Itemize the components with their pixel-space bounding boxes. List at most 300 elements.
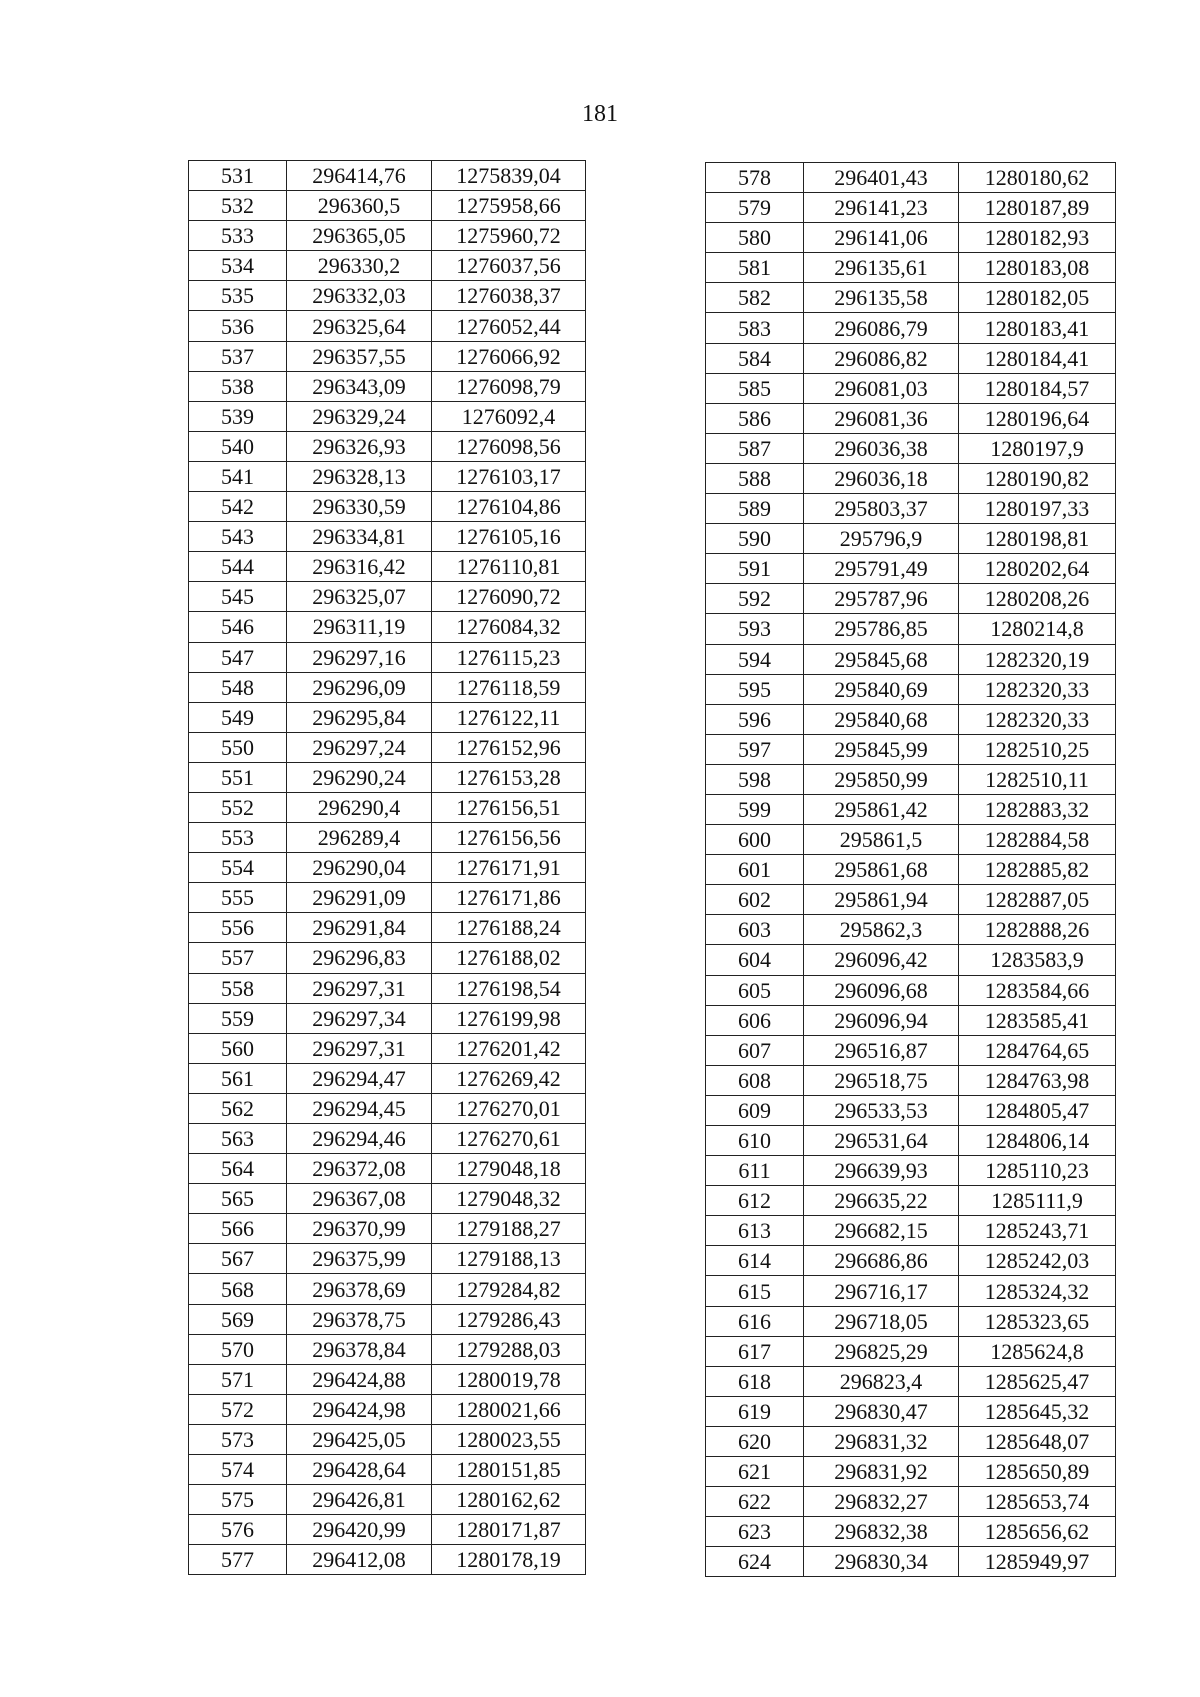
y-coordinate-cell: 1276171,91	[432, 853, 586, 883]
x-coordinate-cell: 295850,99	[804, 764, 959, 794]
y-coordinate-cell: 1275839,04	[432, 161, 586, 191]
x-coordinate-cell: 296291,84	[287, 913, 432, 943]
y-coordinate-cell: 1280178,19	[432, 1545, 586, 1575]
table-row	[706, 1005, 1116, 1035]
table-row	[706, 794, 1116, 824]
point-number-cell: 557	[189, 943, 287, 973]
y-coordinate-cell: 1280151,85	[432, 1455, 586, 1485]
x-coordinate-cell: 295796,9	[804, 524, 959, 554]
point-number-cell: 595	[706, 674, 804, 704]
y-coordinate-cell: 1285645,32	[959, 1396, 1116, 1426]
y-coordinate-cell: 1280183,08	[959, 253, 1116, 283]
x-coordinate-cell: 296533,53	[804, 1095, 959, 1125]
table-row	[189, 401, 586, 431]
point-number-cell: 594	[706, 644, 804, 674]
x-coordinate-cell: 296686,86	[804, 1246, 959, 1276]
point-number-cell: 534	[189, 251, 287, 281]
point-number-cell: 588	[706, 463, 804, 493]
table-row	[189, 1455, 586, 1485]
y-coordinate-cell: 1283585,41	[959, 1005, 1116, 1035]
table-row	[706, 1547, 1116, 1577]
table-row	[706, 554, 1116, 584]
y-coordinate-cell: 1285243,71	[959, 1216, 1116, 1246]
x-coordinate-cell: 296290,04	[287, 853, 432, 883]
y-coordinate-cell: 1276270,61	[432, 1124, 586, 1154]
y-coordinate-cell: 1276199,98	[432, 1003, 586, 1033]
x-coordinate-cell: 296823,4	[804, 1366, 959, 1396]
point-number-cell: 613	[706, 1216, 804, 1246]
x-coordinate-cell: 296414,76	[287, 161, 432, 191]
table-row	[706, 1156, 1116, 1186]
table-row	[706, 343, 1116, 373]
table-row	[706, 1065, 1116, 1095]
coordinates-table-left-body	[189, 161, 586, 1575]
coordinates-table-right-body	[706, 163, 1116, 1577]
table-row	[706, 433, 1116, 463]
point-number-cell: 614	[706, 1246, 804, 1276]
table-row	[706, 1186, 1116, 1216]
point-number-cell: 615	[706, 1276, 804, 1306]
x-coordinate-cell: 295861,5	[804, 825, 959, 855]
point-number-cell: 568	[189, 1274, 287, 1304]
y-coordinate-cell: 1276153,28	[432, 762, 586, 792]
x-coordinate-cell: 296334,81	[287, 522, 432, 552]
x-coordinate-cell: 295791,49	[804, 554, 959, 584]
table-row	[189, 431, 586, 461]
y-coordinate-cell: 1285111,9	[959, 1186, 1116, 1216]
point-number-cell: 545	[189, 582, 287, 612]
y-coordinate-cell: 1282888,26	[959, 915, 1116, 945]
x-coordinate-cell: 296516,87	[804, 1035, 959, 1065]
table-row	[189, 1063, 586, 1093]
x-coordinate-cell: 296296,83	[287, 943, 432, 973]
y-coordinate-cell: 1282887,05	[959, 885, 1116, 915]
table-row	[706, 614, 1116, 644]
table-row	[706, 1396, 1116, 1426]
y-coordinate-cell: 1276198,54	[432, 973, 586, 1003]
point-number-cell: 623	[706, 1517, 804, 1547]
table-row	[706, 373, 1116, 403]
x-coordinate-cell: 296639,93	[804, 1156, 959, 1186]
point-number-cell: 587	[706, 433, 804, 463]
table-row	[189, 281, 586, 311]
table-row	[189, 1545, 586, 1575]
table-row	[706, 1426, 1116, 1456]
table-row	[189, 371, 586, 401]
point-number-cell: 596	[706, 704, 804, 734]
point-number-cell: 608	[706, 1065, 804, 1095]
y-coordinate-cell: 1276038,37	[432, 281, 586, 311]
table-row	[706, 674, 1116, 704]
table-row	[189, 1244, 586, 1274]
y-coordinate-cell: 1285242,03	[959, 1246, 1116, 1276]
y-coordinate-cell: 1276122,11	[432, 702, 586, 732]
table-row	[189, 853, 586, 883]
x-coordinate-cell: 296036,18	[804, 463, 959, 493]
point-number-cell: 555	[189, 883, 287, 913]
y-coordinate-cell: 1276152,96	[432, 732, 586, 762]
y-coordinate-cell: 1285949,97	[959, 1547, 1116, 1577]
x-coordinate-cell: 296420,99	[287, 1515, 432, 1545]
x-coordinate-cell: 296325,07	[287, 582, 432, 612]
x-coordinate-cell: 296081,36	[804, 403, 959, 433]
x-coordinate-cell: 296297,24	[287, 732, 432, 762]
table-row	[189, 221, 586, 251]
x-coordinate-cell: 296401,43	[804, 163, 959, 193]
table-row	[189, 823, 586, 853]
y-coordinate-cell: 1275958,66	[432, 191, 586, 221]
point-number-cell: 624	[706, 1547, 804, 1577]
table-row	[706, 1487, 1116, 1517]
y-coordinate-cell: 1276103,17	[432, 461, 586, 491]
y-coordinate-cell: 1285110,23	[959, 1156, 1116, 1186]
table-row	[189, 1304, 586, 1334]
point-number-cell: 610	[706, 1126, 804, 1156]
x-coordinate-cell: 296294,46	[287, 1124, 432, 1154]
point-number-cell: 546	[189, 612, 287, 642]
table-row	[189, 341, 586, 371]
y-coordinate-cell: 1276171,86	[432, 883, 586, 913]
y-coordinate-cell: 1282510,25	[959, 734, 1116, 764]
point-number-cell: 556	[189, 913, 287, 943]
x-coordinate-cell: 296831,92	[804, 1457, 959, 1487]
y-coordinate-cell: 1280182,05	[959, 283, 1116, 313]
point-number-cell: 537	[189, 341, 287, 371]
point-number-cell: 585	[706, 373, 804, 403]
table-row	[706, 403, 1116, 433]
table-row	[189, 612, 586, 642]
y-coordinate-cell: 1280202,64	[959, 554, 1116, 584]
y-coordinate-cell: 1282320,33	[959, 704, 1116, 734]
y-coordinate-cell: 1280162,62	[432, 1485, 586, 1515]
y-coordinate-cell: 1282320,33	[959, 674, 1116, 704]
x-coordinate-cell: 296825,29	[804, 1336, 959, 1366]
y-coordinate-cell: 1279048,32	[432, 1184, 586, 1214]
point-number-cell: 583	[706, 313, 804, 343]
table-row	[706, 494, 1116, 524]
x-coordinate-cell: 296343,09	[287, 371, 432, 401]
y-coordinate-cell: 1276115,23	[432, 642, 586, 672]
table-row	[189, 1515, 586, 1545]
table-row	[706, 193, 1116, 223]
y-coordinate-cell: 1285653,74	[959, 1487, 1116, 1517]
point-number-cell: 565	[189, 1184, 287, 1214]
table-row	[189, 1214, 586, 1244]
x-coordinate-cell: 296424,98	[287, 1394, 432, 1424]
point-number-cell: 547	[189, 642, 287, 672]
point-number-cell: 586	[706, 403, 804, 433]
y-coordinate-cell: 1280023,55	[432, 1424, 586, 1454]
x-coordinate-cell: 295862,3	[804, 915, 959, 945]
page-number: 181	[582, 101, 618, 127]
table-row	[706, 734, 1116, 764]
point-number-cell: 603	[706, 915, 804, 945]
point-number-cell: 572	[189, 1394, 287, 1424]
point-number-cell: 604	[706, 945, 804, 975]
point-number-cell: 612	[706, 1186, 804, 1216]
point-number-cell: 577	[189, 1545, 287, 1575]
table-row	[189, 161, 586, 191]
x-coordinate-cell: 296326,93	[287, 431, 432, 461]
point-number-cell: 599	[706, 794, 804, 824]
x-coordinate-cell: 295861,68	[804, 855, 959, 885]
point-number-cell: 590	[706, 524, 804, 554]
y-coordinate-cell: 1276084,32	[432, 612, 586, 642]
y-coordinate-cell: 1282885,82	[959, 855, 1116, 885]
x-coordinate-cell: 296682,15	[804, 1216, 959, 1246]
y-coordinate-cell: 1280190,82	[959, 463, 1116, 493]
x-coordinate-cell: 296365,05	[287, 221, 432, 251]
table-row	[189, 913, 586, 943]
y-coordinate-cell: 1284763,98	[959, 1065, 1116, 1095]
x-coordinate-cell: 295861,42	[804, 794, 959, 824]
y-coordinate-cell: 1280019,78	[432, 1364, 586, 1394]
y-coordinate-cell: 1280171,87	[432, 1515, 586, 1545]
table-row	[189, 461, 586, 491]
y-coordinate-cell: 1276090,72	[432, 582, 586, 612]
y-coordinate-cell: 1280196,64	[959, 403, 1116, 433]
point-number-cell: 573	[189, 1424, 287, 1454]
x-coordinate-cell: 296297,16	[287, 642, 432, 672]
x-coordinate-cell: 296297,31	[287, 973, 432, 1003]
point-number-cell: 538	[189, 371, 287, 401]
x-coordinate-cell: 295803,37	[804, 494, 959, 524]
point-number-cell: 566	[189, 1214, 287, 1244]
y-coordinate-cell: 1285650,89	[959, 1457, 1116, 1487]
table-row	[189, 1394, 586, 1424]
table-row	[189, 672, 586, 702]
table-row	[706, 945, 1116, 975]
x-coordinate-cell: 295840,68	[804, 704, 959, 734]
y-coordinate-cell: 1283584,66	[959, 975, 1116, 1005]
y-coordinate-cell: 1285656,62	[959, 1517, 1116, 1547]
table-row	[189, 883, 586, 913]
y-coordinate-cell: 1280198,81	[959, 524, 1116, 554]
x-coordinate-cell: 296086,79	[804, 313, 959, 343]
point-number-cell: 619	[706, 1396, 804, 1426]
x-coordinate-cell: 296296,09	[287, 672, 432, 702]
y-coordinate-cell: 1279188,13	[432, 1244, 586, 1274]
table-row	[189, 1184, 586, 1214]
table-row	[189, 552, 586, 582]
x-coordinate-cell: 296291,09	[287, 883, 432, 913]
table-row	[706, 313, 1116, 343]
y-coordinate-cell: 1280197,33	[959, 494, 1116, 524]
y-coordinate-cell: 1285323,65	[959, 1306, 1116, 1336]
x-coordinate-cell: 296096,42	[804, 945, 959, 975]
x-coordinate-cell: 296297,31	[287, 1033, 432, 1063]
x-coordinate-cell: 295861,94	[804, 885, 959, 915]
point-number-cell: 601	[706, 855, 804, 885]
point-number-cell: 535	[189, 281, 287, 311]
y-coordinate-cell: 1280187,89	[959, 193, 1116, 223]
y-coordinate-cell: 1285624,8	[959, 1336, 1116, 1366]
point-number-cell: 533	[189, 221, 287, 251]
x-coordinate-cell: 296832,27	[804, 1487, 959, 1517]
y-coordinate-cell: 1275960,72	[432, 221, 586, 251]
table-row	[189, 492, 586, 522]
x-coordinate-cell: 296357,55	[287, 341, 432, 371]
y-coordinate-cell: 1280182,93	[959, 223, 1116, 253]
table-row	[706, 524, 1116, 554]
y-coordinate-cell: 1276098,79	[432, 371, 586, 401]
point-number-cell: 543	[189, 522, 287, 552]
table-row	[189, 762, 586, 792]
x-coordinate-cell: 296316,42	[287, 552, 432, 582]
point-number-cell: 540	[189, 431, 287, 461]
table-row	[189, 1033, 586, 1063]
table-row	[706, 1216, 1116, 1246]
x-coordinate-cell: 296311,19	[287, 612, 432, 642]
y-coordinate-cell: 1279284,82	[432, 1274, 586, 1304]
table-row	[706, 463, 1116, 493]
y-coordinate-cell: 1276098,56	[432, 431, 586, 461]
point-number-cell: 620	[706, 1426, 804, 1456]
x-coordinate-cell: 296531,64	[804, 1126, 959, 1156]
x-coordinate-cell: 296378,84	[287, 1334, 432, 1364]
table-row	[189, 1154, 586, 1184]
y-coordinate-cell: 1285625,47	[959, 1366, 1116, 1396]
y-coordinate-cell: 1284806,14	[959, 1126, 1116, 1156]
point-number-cell: 591	[706, 554, 804, 584]
table-row	[189, 191, 586, 221]
point-number-cell: 562	[189, 1093, 287, 1123]
table-row	[706, 764, 1116, 794]
table-row	[189, 1274, 586, 1304]
table-row	[706, 1095, 1116, 1125]
point-number-cell: 575	[189, 1485, 287, 1515]
table-row	[706, 1306, 1116, 1336]
table-row	[189, 1003, 586, 1033]
x-coordinate-cell: 295845,99	[804, 734, 959, 764]
y-coordinate-cell: 1276066,92	[432, 341, 586, 371]
x-coordinate-cell: 296830,34	[804, 1547, 959, 1577]
table-row	[706, 825, 1116, 855]
table-row	[189, 582, 586, 612]
table-row	[706, 975, 1116, 1005]
x-coordinate-cell: 296096,94	[804, 1005, 959, 1035]
y-coordinate-cell: 1276052,44	[432, 311, 586, 341]
y-coordinate-cell: 1282884,58	[959, 825, 1116, 855]
x-coordinate-cell: 296141,23	[804, 193, 959, 223]
point-number-cell: 589	[706, 494, 804, 524]
x-coordinate-cell: 296086,82	[804, 343, 959, 373]
x-coordinate-cell: 296036,38	[804, 433, 959, 463]
table-row	[189, 1124, 586, 1154]
point-number-cell: 602	[706, 885, 804, 915]
y-coordinate-cell: 1276188,02	[432, 943, 586, 973]
x-coordinate-cell: 296716,17	[804, 1276, 959, 1306]
point-number-cell: 541	[189, 461, 287, 491]
x-coordinate-cell: 296330,59	[287, 492, 432, 522]
y-coordinate-cell: 1279188,27	[432, 1214, 586, 1244]
x-coordinate-cell: 296375,99	[287, 1244, 432, 1274]
y-coordinate-cell: 1276201,42	[432, 1033, 586, 1063]
x-coordinate-cell: 296425,05	[287, 1424, 432, 1454]
table-row	[189, 943, 586, 973]
x-coordinate-cell: 296081,03	[804, 373, 959, 403]
y-coordinate-cell: 1283583,9	[959, 945, 1116, 975]
x-coordinate-cell: 296325,64	[287, 311, 432, 341]
point-number-cell: 532	[189, 191, 287, 221]
y-coordinate-cell: 1276156,56	[432, 823, 586, 853]
x-coordinate-cell: 296329,24	[287, 401, 432, 431]
point-number-cell: 531	[189, 161, 287, 191]
x-coordinate-cell: 296832,38	[804, 1517, 959, 1547]
table-row	[189, 1093, 586, 1123]
table-row	[706, 1035, 1116, 1065]
point-number-cell: 559	[189, 1003, 287, 1033]
table-row	[706, 163, 1116, 193]
y-coordinate-cell: 1276105,16	[432, 522, 586, 552]
table-row	[706, 1126, 1116, 1156]
y-coordinate-cell: 1280208,26	[959, 584, 1116, 614]
y-coordinate-cell: 1276269,42	[432, 1063, 586, 1093]
x-coordinate-cell: 296424,88	[287, 1364, 432, 1394]
y-coordinate-cell: 1276104,86	[432, 492, 586, 522]
y-coordinate-cell: 1284805,47	[959, 1095, 1116, 1125]
x-coordinate-cell: 296290,4	[287, 792, 432, 822]
y-coordinate-cell: 1280214,8	[959, 614, 1116, 644]
point-number-cell: 579	[706, 193, 804, 223]
point-number-cell: 569	[189, 1304, 287, 1334]
point-number-cell: 617	[706, 1336, 804, 1366]
point-number-cell: 536	[189, 311, 287, 341]
point-number-cell: 621	[706, 1457, 804, 1487]
point-number-cell: 605	[706, 975, 804, 1005]
point-number-cell: 567	[189, 1244, 287, 1274]
x-coordinate-cell: 296297,34	[287, 1003, 432, 1033]
table-row	[189, 973, 586, 1003]
y-coordinate-cell: 1276270,01	[432, 1093, 586, 1123]
x-coordinate-cell: 296378,75	[287, 1304, 432, 1334]
x-coordinate-cell: 296295,84	[287, 702, 432, 732]
x-coordinate-cell: 296518,75	[804, 1065, 959, 1095]
table-row	[189, 311, 586, 341]
table-row	[189, 792, 586, 822]
table-row	[189, 1485, 586, 1515]
table-row	[189, 522, 586, 552]
y-coordinate-cell: 1282320,19	[959, 644, 1116, 674]
x-coordinate-cell: 296096,68	[804, 975, 959, 1005]
y-coordinate-cell: 1280180,62	[959, 163, 1116, 193]
coordinates-table-left	[188, 160, 586, 1575]
table-row	[706, 704, 1116, 734]
x-coordinate-cell: 296428,64	[287, 1455, 432, 1485]
table-row	[189, 1364, 586, 1394]
x-coordinate-cell: 296332,03	[287, 281, 432, 311]
point-number-cell: 584	[706, 343, 804, 373]
x-coordinate-cell: 295845,68	[804, 644, 959, 674]
point-number-cell: 554	[189, 853, 287, 883]
table-row	[706, 915, 1116, 945]
point-number-cell: 561	[189, 1063, 287, 1093]
point-number-cell: 593	[706, 614, 804, 644]
x-coordinate-cell: 296141,06	[804, 223, 959, 253]
x-coordinate-cell: 296831,32	[804, 1426, 959, 1456]
x-coordinate-cell: 296135,58	[804, 283, 959, 313]
point-number-cell: 549	[189, 702, 287, 732]
x-coordinate-cell: 296294,45	[287, 1093, 432, 1123]
y-coordinate-cell: 1280184,41	[959, 343, 1116, 373]
y-coordinate-cell: 1280197,9	[959, 433, 1116, 463]
point-number-cell: 560	[189, 1033, 287, 1063]
point-number-cell: 552	[189, 792, 287, 822]
point-number-cell: 611	[706, 1156, 804, 1186]
y-coordinate-cell: 1285324,32	[959, 1276, 1116, 1306]
point-number-cell: 553	[189, 823, 287, 853]
table-row	[189, 642, 586, 672]
